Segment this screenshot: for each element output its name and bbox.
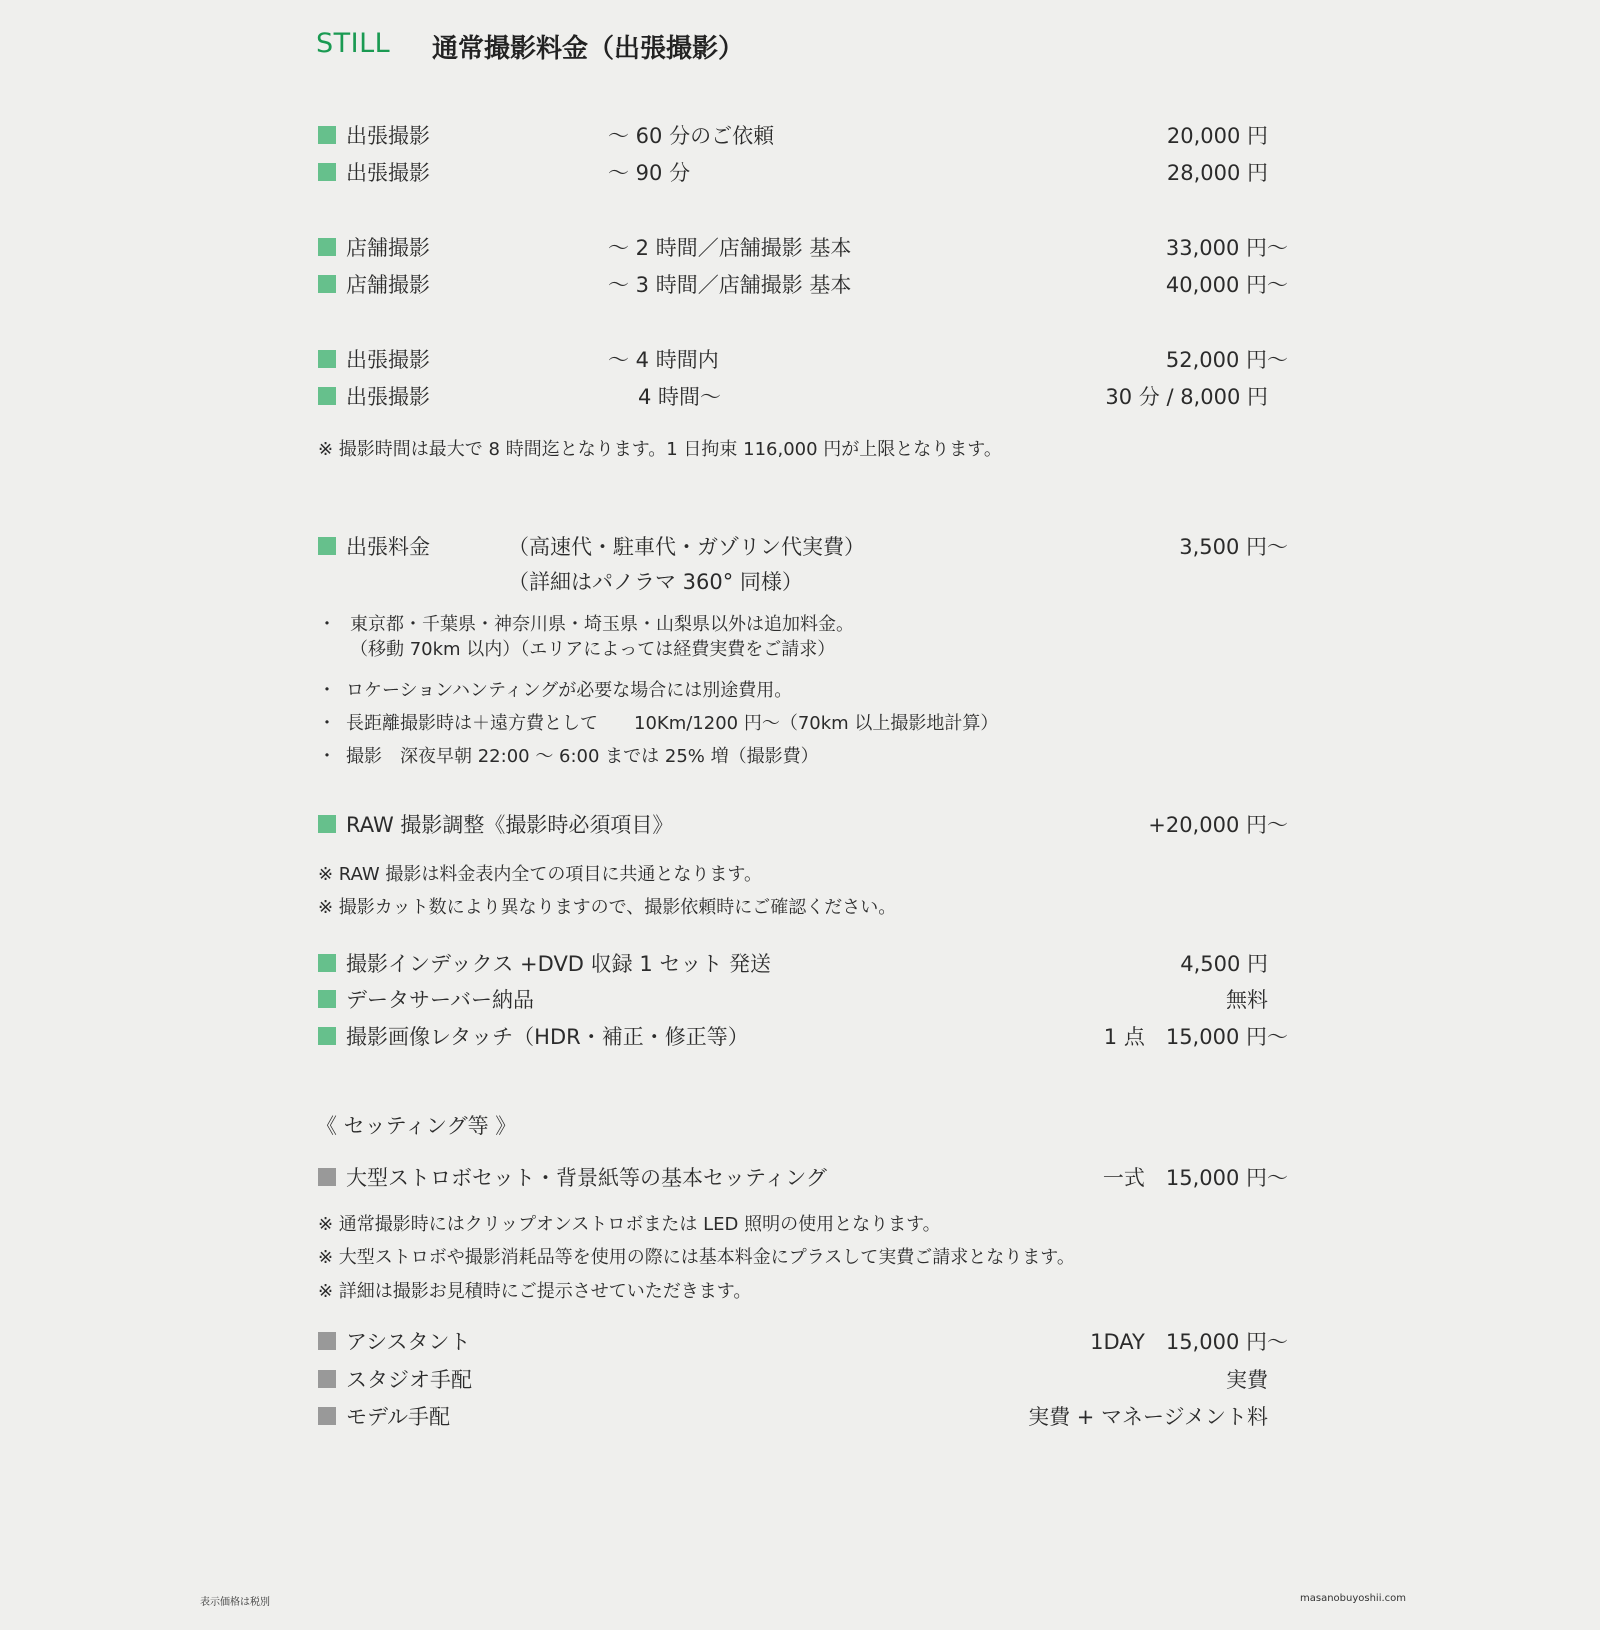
row-label: 出張撮影 — [346, 348, 430, 372]
row-label: 店舗撮影 — [346, 273, 430, 297]
setting-note: ※ 大型ストロボや撮影消耗品等を使用の際には基本料金にプラスして実費ご請求となります。 — [318, 1247, 1075, 1268]
row-price: 40,000 円～ — [1165, 273, 1288, 297]
bullet-dot: ・ — [318, 614, 336, 635]
row-description: ～ 60 分のご依頼 — [608, 124, 775, 148]
bullet-text: 撮影 深夜早朝 22:00 ～ 6:00 までは 25% 増（撮影費） — [346, 746, 819, 767]
raw-note: ※ RAW 撮影は料金表内全ての項目に共通となります。 — [318, 864, 762, 885]
row-price: 52,000 円～ — [1165, 348, 1288, 372]
bullet-dot: ・ — [318, 746, 336, 767]
tax-note: 表示価格は税別 — [200, 1597, 270, 1608]
row-description: ～ 3 時間／店舗撮影 基本 — [608, 273, 852, 297]
setting-heading: 《 セッティング等 》 — [316, 1114, 517, 1138]
staff-row — [318, 1401, 1288, 1429]
raw-note: ※ 撮影カット数により異なりますので、撮影依頼時にご確認ください。 — [318, 897, 897, 918]
green-square-marker — [318, 350, 336, 368]
row-price: 無料 — [1226, 988, 1268, 1012]
bullet-text: 長距離撮影時は＋遠方費として 10Km/1200 円～（70km 以上撮影地計算） — [346, 713, 999, 734]
green-square-marker — [318, 163, 336, 181]
staff-row — [318, 1326, 1288, 1354]
price-row — [318, 269, 1288, 297]
row-price: 1 点 15,000 円～ — [1103, 1025, 1288, 1049]
row-label: 出張撮影 — [346, 385, 430, 409]
row-label: RAW 撮影調整《撮影時必須項目》 — [346, 813, 674, 837]
green-square-marker — [318, 954, 336, 972]
row-label: 大型ストロボセット・背景紙等の基本セッティング — [346, 1166, 827, 1190]
staff-row — [318, 1364, 1288, 1392]
row-price: 一式 15,000 円～ — [1102, 1166, 1288, 1190]
row-label: 出張料金 — [346, 535, 430, 559]
row-description: ～ 2 時間／店舗撮影 基本 — [608, 236, 852, 260]
extra-row — [318, 948, 1288, 976]
bullet-text: ロケーションハンティングが必要な場合には別途費用。 — [346, 680, 793, 701]
gray-square-marker — [318, 1407, 336, 1425]
row-description: （詳細はパノラマ 360° 同様） — [508, 570, 803, 594]
row-description: ～ 90 分 — [608, 161, 691, 185]
green-square-marker — [318, 990, 336, 1008]
row-price: 3,500 円～ — [1179, 535, 1288, 559]
green-square-marker — [318, 1027, 336, 1045]
bullet-dot: ・ — [318, 680, 336, 701]
green-square-marker — [318, 126, 336, 144]
raw-row — [318, 809, 1288, 837]
extra-row — [318, 1021, 1288, 1049]
travel-fee-detail — [318, 566, 1288, 594]
setting-note: ※ 通常撮影時にはクリップオンストロボまたは LED 照明の使用となります。 — [318, 1214, 941, 1235]
green-square-marker — [318, 275, 336, 293]
price-row — [318, 232, 1288, 260]
row-description: 4 時間～ — [638, 385, 722, 409]
price-row — [318, 157, 1288, 185]
row-price: +20,000 円～ — [1148, 813, 1288, 837]
row-label: 撮影インデックス +DVD 収録 1 セット 発送 — [346, 952, 772, 976]
extra-row — [318, 984, 1288, 1012]
gray-square-marker — [318, 1168, 336, 1186]
green-square-marker — [318, 815, 336, 833]
green-square-marker — [318, 238, 336, 256]
row-label: アシスタント — [346, 1330, 471, 1354]
row-price: 33,000 円～ — [1165, 236, 1288, 260]
setting-row — [318, 1162, 1288, 1190]
site-url: masanobuyoshii.com — [1300, 1593, 1407, 1604]
price-row — [318, 381, 1288, 409]
row-price: 1DAY 15,000 円～ — [1090, 1330, 1288, 1354]
row-price: 実費 — [1226, 1368, 1268, 1392]
row-price: 20,000 円 — [1166, 124, 1268, 148]
row-label: データサーバー納品 — [346, 988, 534, 1012]
row-price: 4,500 円 — [1180, 952, 1268, 976]
row-price: 30 分 / 8,000 円 — [1105, 385, 1268, 409]
gray-square-marker — [318, 1332, 336, 1350]
setting-note: ※ 詳細は撮影お見積時にご提示させていただきます。 — [318, 1281, 752, 1302]
price-row — [318, 120, 1288, 148]
bullet-text: 東京都・千葉県・神奈川県・埼玉県・山梨県以外は追加料金。 — [350, 614, 854, 635]
green-square-marker — [318, 387, 336, 405]
limit-note: ※ 撮影時間は最大で 8 時間迄となります。1 日拘束 116,000 円が上限となります。 — [318, 439, 1002, 460]
row-description: ～ 4 時間内 — [608, 348, 719, 372]
bullet-dot: ・ — [318, 713, 336, 734]
row-label: 出張撮影 — [346, 161, 430, 185]
travel-fee-row — [318, 531, 1288, 559]
row-label: スタジオ手配 — [346, 1368, 472, 1392]
row-label: モデル手配 — [346, 1405, 450, 1429]
still-label: STILL — [316, 28, 391, 59]
row-label: 出張撮影 — [346, 124, 430, 148]
bullet-text: （移動 70km 以内）（エリアによっては経費実費をご請求） — [350, 639, 836, 660]
gray-square-marker — [318, 1370, 336, 1388]
row-label: 撮影画像レタッチ（HDR・補正・修正等） — [346, 1025, 749, 1049]
price-row — [318, 344, 1288, 372]
row-description: （高速代・駐車代・ガゾリン代実費） — [508, 535, 865, 559]
page-title: 通常撮影料金（出張撮影） — [432, 34, 745, 64]
row-price: 実費 + マネージメント料 — [1028, 1405, 1268, 1429]
row-price: 28,000 円 — [1166, 161, 1268, 185]
row-label: 店舗撮影 — [346, 236, 430, 260]
green-square-marker — [318, 537, 336, 555]
